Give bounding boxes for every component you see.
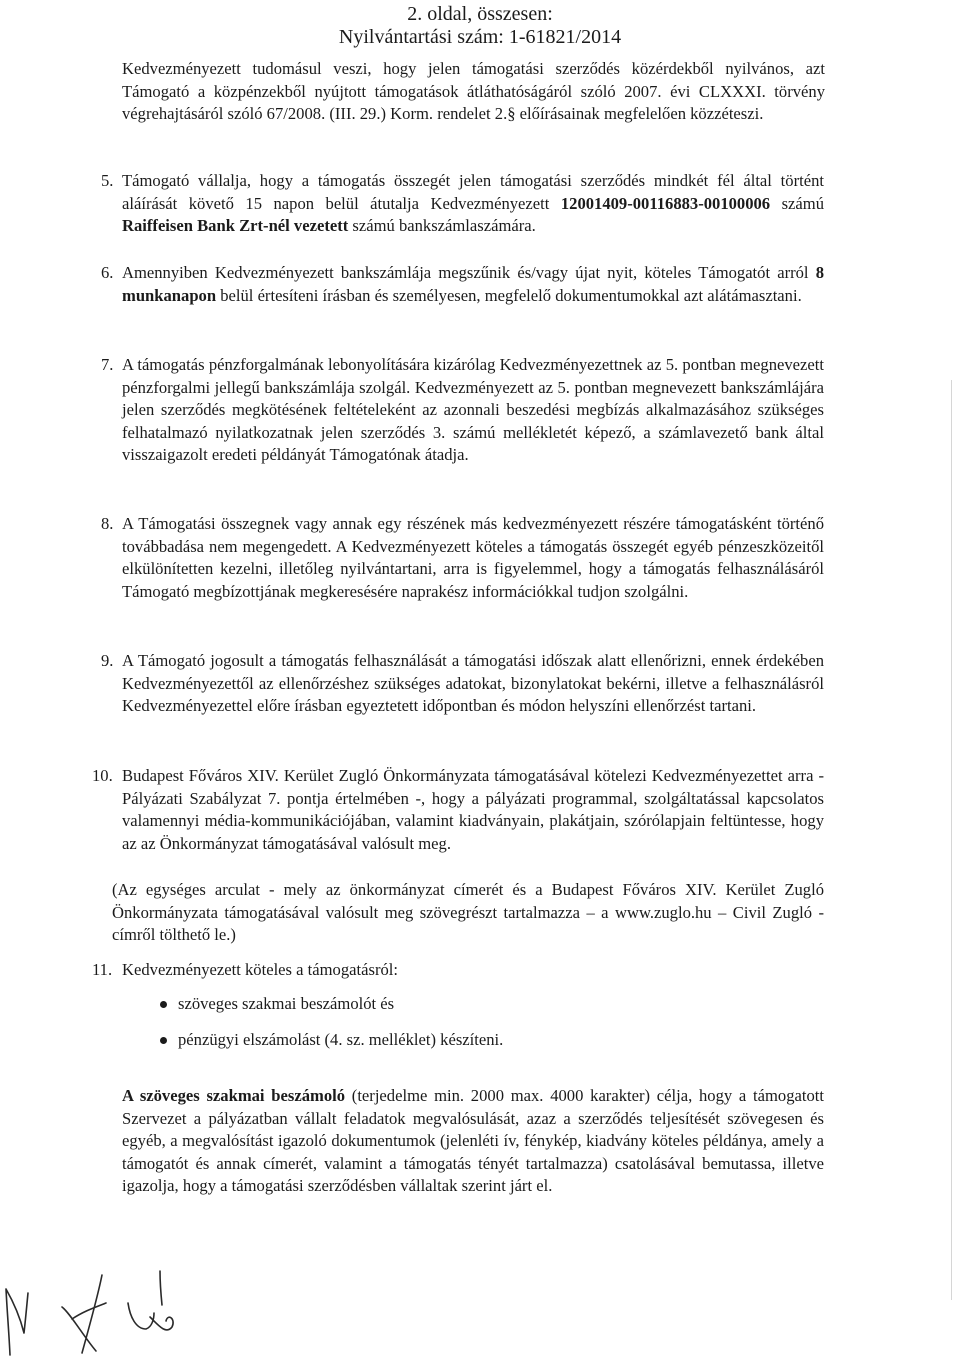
initial-mark-2 [62, 1275, 106, 1353]
section-9-number: 9. [101, 651, 114, 670]
scan-edge-line [951, 380, 952, 1300]
intro-paragraph: Kedvezményezett tudomásul veszi, hogy jelen támogatási szerződés közérdekből nyilvános, azt Támogató a közpénzekből nyújtott támogatások átláthatóságáról szóló 2007. évi CLXXXI. törvény végrehajtásáról szóló 67/2008. (III. 29.) Korm. rendelet 2.§ előírásainak megfelelően közzéteszi. [122, 59, 825, 124]
section-11-number: 11. [92, 960, 113, 979]
handwritten-initials [0, 1255, 250, 1357]
bank-name: Raiffeisen Bank Zrt-nél vezetett [122, 216, 349, 236]
section-10-number: 10. [92, 766, 113, 785]
section-7-number: 7. [101, 355, 114, 374]
bullet-icon [160, 1037, 167, 1044]
section-8-text: A Támogatási összegnek vagy annak egy részének más kedvezményezett részére támogatásként történő továbbadása nem megengedett. A Kedvezményezett köteles a támogatás összegét egyéb pénzeszközeitől elkülönítetten kezelni, illetőleg nyilvántartani, arra is figyelemmel, hogy a támogatás felhasználásáról Támogató megbízottjának megkeresésére naprakész információkkal tudjon szolgálni. [122, 514, 824, 601]
initial-mark-1 [6, 1289, 28, 1355]
page-number-line: 2. oldal, összesen: [407, 3, 553, 25]
section-8-number: 8. [101, 514, 114, 533]
section-10-text: Budapest Főváros XIV. Kerület Zugló Önkormányzata támogatásával kötelezi Kedvezményezettet arra - Pályázati Szabályzat 7. pontja értelmében -, hogy a pályázati programmal, szolgáltatással kapcsolatos valamennyi média-kommunikációjában, valamint kiadványain, plakátjain, szórólapjain feltüntesse, hogy az az Önkormányzat támogatásával valósult meg. [122, 766, 824, 853]
section-5-number: 5. [101, 171, 114, 190]
bullet-icon [160, 1001, 167, 1008]
section-9-text: A Támogató jogosult a támogatás felhasználását a támogatási időszak alatt ellenőrizni, ennek érdekében Kedvezményezettől az ellenőrzéshez szükséges adatokat, bizonylatokat bekérni, illetve a felhasználásról Kedvezményezettel előre írásban egyeztetett időpontban és módon helyszíni ellenőrzést tartani. [122, 651, 824, 716]
list-item: szöveges szakmai beszámolót és [178, 993, 503, 1029]
section-6-text: Amennyiben Kedvezményezett bankszámlája megszűnik és/vagy újat nyit, köteles Támogatót arról 8 munkanapon belül értesíteni írásban és személyesen, megfelelő dokumentumokkal azt alátámasztani. [122, 263, 824, 305]
report-paragraph: A szöveges szakmai beszámoló (terjedelme min. 2000 max. 4000 karakter) célja, hogy a támogatott Szervezet a pályázatban vállalt feladatok megvalósulását, azaz a szerződés teljesítését szövegesen és egyéb, a megvalósítást igazoló dokumentumok (jelenléti ív, fénykép, kiadvány köteles példánya, amely a támogatót és annak címerét, valamint a támogatás tényét tartalmazza) csatolásával bemutassa, illetve igazolja, hogy a támogatási szerződésben vállaltak szerint járt el. [122, 1086, 825, 1196]
list-item: pénzügyi elszámolást (4. sz. melléklet) készíteni. [178, 1029, 503, 1065]
report-title: A szöveges szakmai beszámoló [122, 1086, 346, 1105]
report-bullet-list [178, 993, 503, 1065]
deadline-days: 8 munkanapon [122, 263, 824, 305]
bank-account-number: 12001409-00116883-00100006 [560, 193, 771, 213]
section-5-text: Támogató vállalja, hogy a támogatás összegét jelen támogatási szerződés mindkét fél által történt aláírását követő 15 napon belül átutalja Kedvezményezett 12001409-00116883-00100006 számú Raiffeisen Bank Zrt-nél vezetett számú bankszámlaszámára. [122, 171, 824, 236]
section-7-text: A támogatás pénzforgalmának lebonyolítására kizárólag Kedvezményezettnek az 5. pontban megnevezett pénzforgalmi jellegű bankszámlája szolgál. Kedvezményezett az 5. pontban megnevezett bankszámlájára jelen szerződés megkötésének feltételeként az azonnali beszedési megbízás alkalmazásához szükséges felhatalmazó nyilatkozatnak jelen szerződés 3. számú mellékletét képező, a számlavezető bank által visszaigazolt eredeti példányát Támogatónak átadja. [122, 355, 824, 465]
section-11-text: Kedvezményezett köteles a támogatásról: [122, 960, 398, 979]
section-6-number: 6. [101, 263, 114, 282]
section-10-note: (Az egységes arculat - mely az önkormányzat címerét és a Budapest Főváros XIV. Kerület Zugló Önkormányzata támogatásával valósult meg szövegrészt tartalmazza – a www.zuglo.hu – Civil Zugló - címről tölthető le.) [112, 880, 824, 945]
registry-number-line: Nyilvántartási szám: 1-61821/2014 [338, 26, 622, 48]
initial-mark-3 [128, 1271, 173, 1330]
